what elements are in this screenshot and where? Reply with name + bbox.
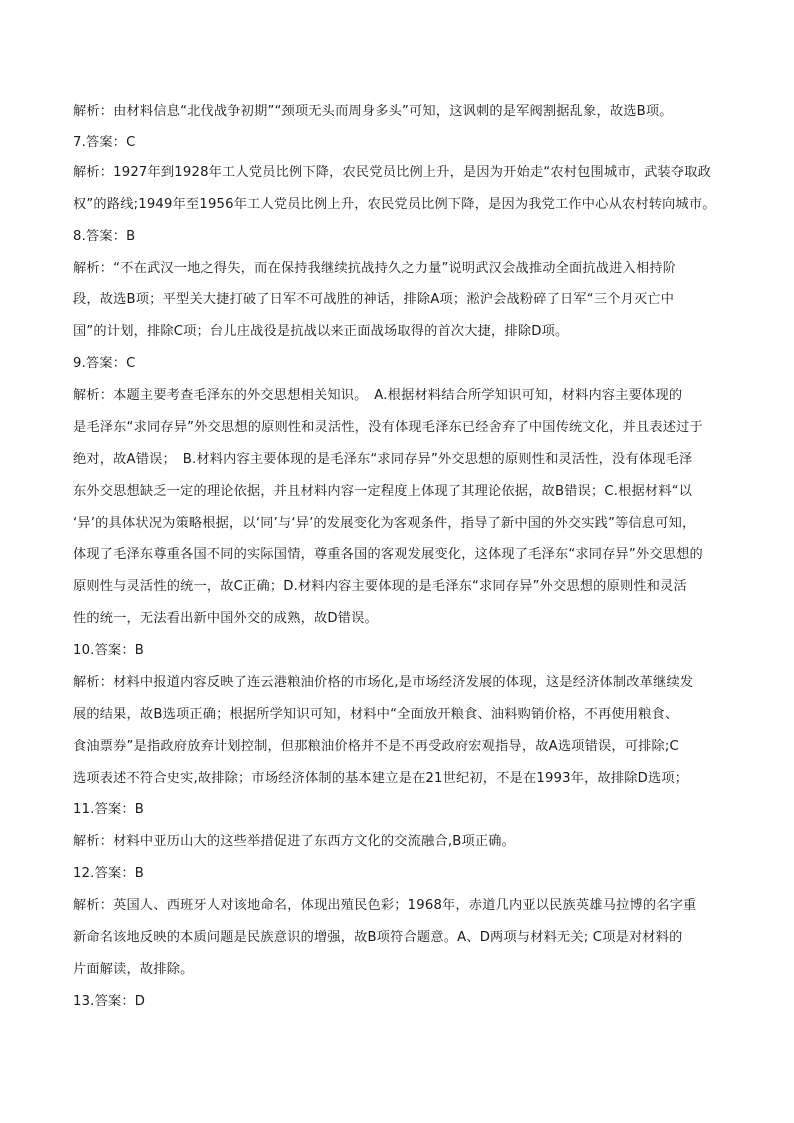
explanation-line: 解析：材料中亚历山大的这些举措促进了东西方文化的交流融合,B项正确。 (73, 834, 516, 849)
explanation-line: 段，故选B项；平型关大捷打破了日军不可战胜的神话，排除A项；淞沪会战粉碎了日军“三个月灭亡中 (73, 292, 675, 307)
answer-heading: 12.答案：B (73, 866, 144, 881)
explanation-line: 性的统一，无法看出新中国外交的成熟，故D错误。 (73, 611, 378, 626)
answer-heading: 9.答案：C (73, 356, 136, 371)
explanation-line: 体现了毛泽东尊重各国不同的实际国情，尊重各国的客观发展变化，这体现了毛泽东“求同存异”外交思想的 (73, 547, 703, 562)
answer-heading: 7.答案：C (73, 135, 136, 150)
explanation-line: 解析：英国人、西班牙人对该地命名，体现出殖民色彩；1968年，赤道几内亚以民族英雄马拉博的名字重 (73, 898, 697, 913)
explanation-line: 东外交思想缺乏一定的理论依据，并且材料内容一定程度上体现了其理论依据，故B错误；C.根据材料“以 (73, 484, 693, 499)
explanation-line: 国”的计划，排除C项；台儿庄战役是抗战以来正面战场取得的首次大捷，排除D项。 (73, 324, 569, 339)
explanation-line: 解析：“不在武汉一地之得失，而在保持我继续抗战持久之力量”说明武汉会战推动全面抗战进入相持阶 (73, 261, 677, 276)
explanation-line: 解析：1927年到1928年工人党员比例下降，农民党员比例上升，是因为开始走“农村包围城市，武装夺取政 (73, 165, 712, 180)
explanation-line: 片面解读，故排除。 (73, 962, 194, 977)
explanation-line: 解析：本题主要考查毛泽东的外交思想相关知识。 A.根据材料结合所学知识可知，材料内容主要体现的 (73, 388, 683, 403)
explanation-line: ‘异’的具体状况为策略根据，以‘同’与‘异’的发展变化为客观条件，指导了新中国的外交实践”等信息可知， (73, 516, 696, 531)
explanation-line: 权”的路线;1949年至1956年工人党员比例上升，农民党员比例下降，是因为我党工作中心从农村转向城市。 (73, 197, 716, 212)
answer-heading: 11.答案：B (73, 802, 144, 817)
explanation-line: 食油票券”是指政府放弃计划控制，但那粮油价格并不是不再受政府宏观指导，故A选项错误，可排除;C (73, 739, 679, 754)
answer-heading: 10.答案：B (73, 643, 144, 658)
explanation-line: 解析：由材料信息“北伐战争初期”“颈项无头而周身多头”可知，这讽刺的是军阀割据乱象，故选B项。 (73, 104, 673, 119)
answer-heading: 13.答案：D (73, 994, 146, 1009)
answer-heading: 8.答案：B (73, 229, 136, 244)
explanation-line: 展的结果，故B选项正确；根据所学知识可知，材料中“全面放开粮食、油料购销价格，不再使用粮食、 (73, 707, 679, 722)
explanation-line: 原则性与灵活性的统一，故C正确；D.材料内容主要体现的是毛泽东“求同存异”外交思想的原则性和灵活 (73, 579, 687, 594)
explanation-line: 是毛泽东“求同存异”外交思想的原则性和灵活性，没有体现毛泽东已经舍弃了中国传统文化，并且表述过于 (73, 420, 703, 435)
explanation-line: 选项表述不符合史实,故排除；市场经济体制的基本建立是在21世纪初，不是在1993年，故排除D选项； (73, 771, 689, 786)
explanation-line: 新命名该地反映的本质问题是民族意识的增强，故B项符合题意。A、D两项与材料无关; C项是对材料的 (73, 930, 683, 945)
explanation-line: 解析：材料中报道内容反映了连云港粮油价格的市场化,是市场经济发展的体现，这是经济体制改革继续发 (73, 675, 694, 690)
explanation-line: 绝对，故A错误； B.材料内容主要体现的是毛泽东“求同存异”外交思想的原则性和灵活性，没有体现毛泽 (73, 452, 693, 467)
